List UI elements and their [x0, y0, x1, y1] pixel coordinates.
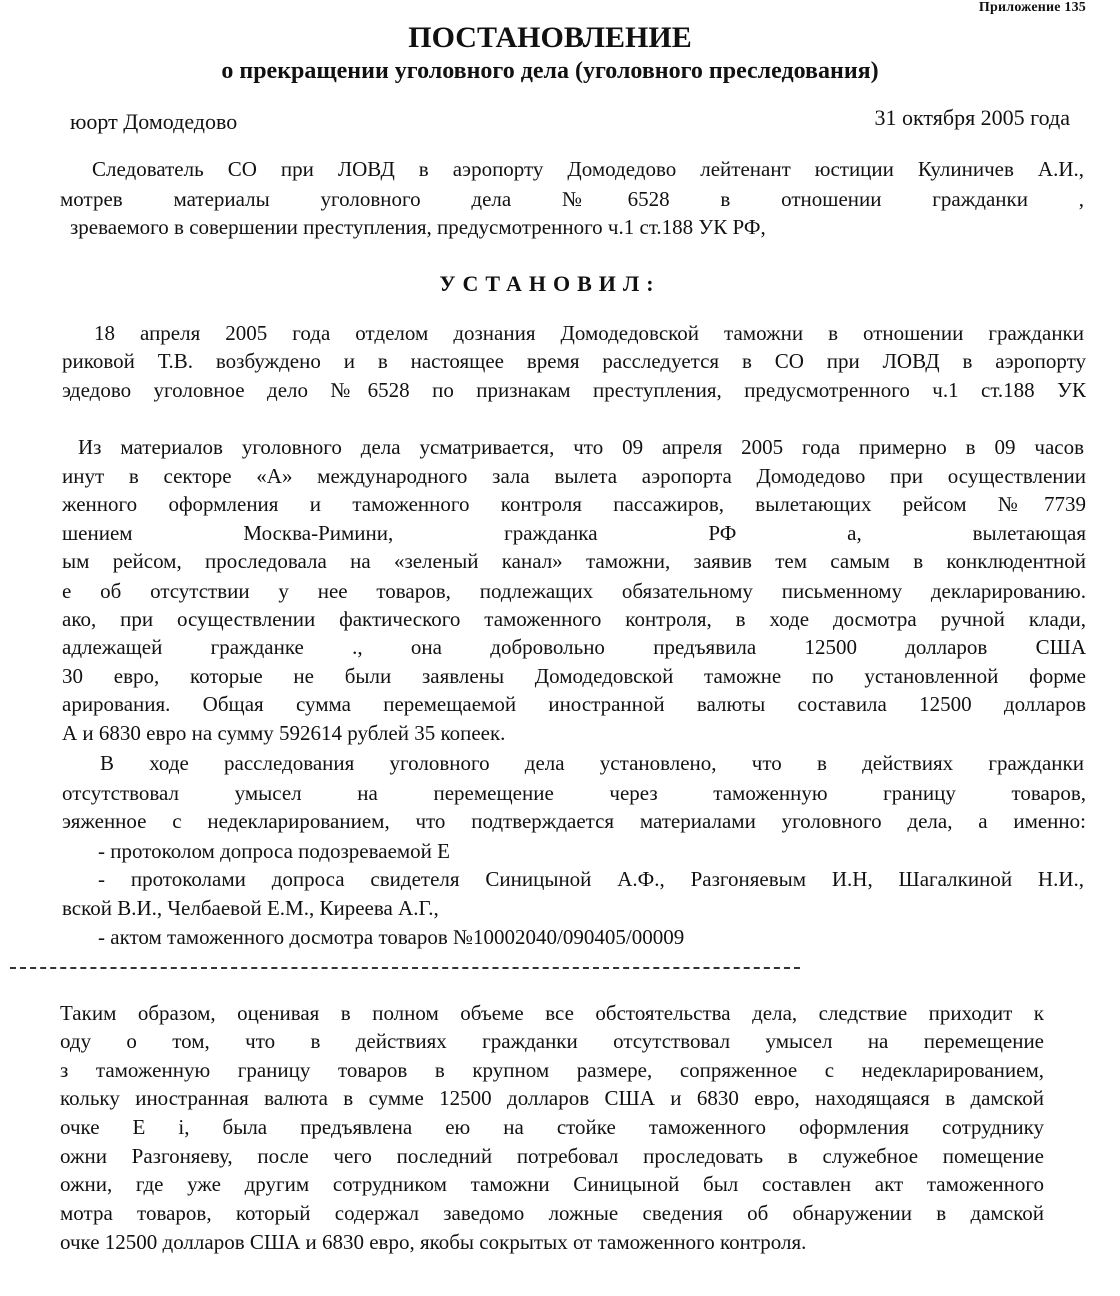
- section-heading: УСТАНОВИЛ:: [439, 271, 661, 296]
- conclusion-line: Таким образом, оценивая в полном объеме все обстоятельства дела, следствие приходит к: [60, 1001, 1044, 1025]
- conclusion-line: ожни Разгоняеву, после чего последний потребовал проследовать в служебное помещение: [60, 1144, 1044, 1168]
- para2-line: адлежащей гражданке ., она добровольно предъявила 12500 долларов США: [62, 635, 1086, 659]
- para2-line: ако, при осуществлении фактического таможенного контроля, в ходе досмотра ручной клади,: [62, 607, 1086, 631]
- place-label: юорт Домодедово: [70, 109, 238, 134]
- para2-line: арирования. Общая сумма перемещаемой иностранной валюты составила 12500 долларов: [62, 692, 1086, 716]
- para2-line: инут в секторе «А» международного зала вылета аэропорта Домодедово при осуществлении: [62, 464, 1086, 488]
- conclusion-line: мотра товаров, который содержал заведомо ложные сведения об обнаружении в дамской: [60, 1201, 1044, 1225]
- conclusion-line: кольку иностранная валюта в сумме 12500 долларов США и 6830 евро, находящаяся в дамской: [60, 1086, 1044, 1110]
- para3-line: В ходе расследования уголовного дела установлено, что в действиях гражданки: [100, 751, 1084, 775]
- evidence-item: - актом таможенного досмотра товаров №10002040/090405/00009: [98, 925, 685, 949]
- para2-line: Из материалов уголовного дела усматривается, что 09 апреля 2005 года примерно в 09 часов: [78, 435, 1084, 459]
- conclusion-line: очке Е i, была предъявлена ею на стойке таможенного оформления сотруднику: [60, 1115, 1044, 1139]
- para3-line: эяженное с недекларированием, что подтверждается материалами уголовного дела, а именно:: [62, 809, 1086, 833]
- intro-line: Следователь СО при ЛОВД в аэропорту Домодедово лейтенант юстиции Кулиничев А.И.,: [92, 157, 1084, 181]
- intro-line: зреваемого в совершении преступления, предусмотренного ч.1 ст.188 УК РФ,: [70, 215, 766, 239]
- para2-line: шением Москва-Римини, гражданка РФ а, вылетающая: [62, 521, 1086, 545]
- para2-line: ым рейсом, проследовала на «зеленый канал» таможни, заявив тем самым в конклюдентной: [62, 549, 1086, 573]
- date-label: 31 октября 2005 года: [874, 105, 1070, 130]
- document-subtitle: о прекращении уголовного дела (уголовного преследования): [221, 58, 879, 84]
- para2-line: женного оформления и таможенного контроля пассажиров, вылетающих рейсом №7739: [62, 492, 1086, 516]
- conclusion-line: очке 12500 долларов США и 6830 евро, якобы сокрытых от таможенного контроля.: [60, 1230, 807, 1254]
- evidence-item: - протоколом допроса подозреваемой Е: [98, 839, 450, 863]
- evidence-item: - протоколами допроса свидетеля Синицыной А.Ф., Разгоняевым И.Н, Шагалкиной Н.И.,: [98, 867, 1084, 891]
- redaction-divider: [10, 967, 800, 969]
- para3-line: отсутствовал умысел на перемещение через таможенную границу товаров,: [62, 781, 1086, 805]
- conclusion-line: оду о том, что в действиях гражданки отсутствовал умысел на перемещение: [60, 1029, 1044, 1053]
- para1-line: риковой Т.В. возбуждено и в настоящее время расследуется в СО при ЛОВД в аэропорту: [62, 349, 1086, 373]
- para1-line: 18 апреля 2005 года отделом дознания Домодедовской таможни в отношении гражданки: [94, 321, 1084, 345]
- para1-line: эдедово уголовное дело №6528 по признакам преступления, предусмотренного ч.1 ст.188 УК: [62, 378, 1086, 402]
- appendix-label: Приложение 135: [978, 0, 1086, 15]
- para2-line: А и 6830 евро на сумму 592614 рублей 35 копеек.: [62, 721, 506, 745]
- conclusion-line: ожни, где уже другим сотрудником таможни Синицыной был составлен акт таможенного: [60, 1172, 1044, 1196]
- conclusion-line: з таможенную границу товаров в крупном размере, сопряженное с недекларированием,: [60, 1058, 1044, 1082]
- intro-line: мотрев материалы уголовного дела №6528 в отношении гражданки ,: [60, 187, 1084, 211]
- para2-line: е об отсутствии у нее товаров, подлежащих обязательному письменному декларированию.: [62, 579, 1086, 603]
- evidence-item: вской В.И., Челбаевой Е.М., Киреева А.Г.,: [62, 896, 439, 920]
- para2-line: 30 евро, которые не были заявлены Домодедовской таможне по установленной форме: [62, 664, 1086, 688]
- document-title: ПОСТАНОВЛЕНИЕ: [408, 21, 692, 54]
